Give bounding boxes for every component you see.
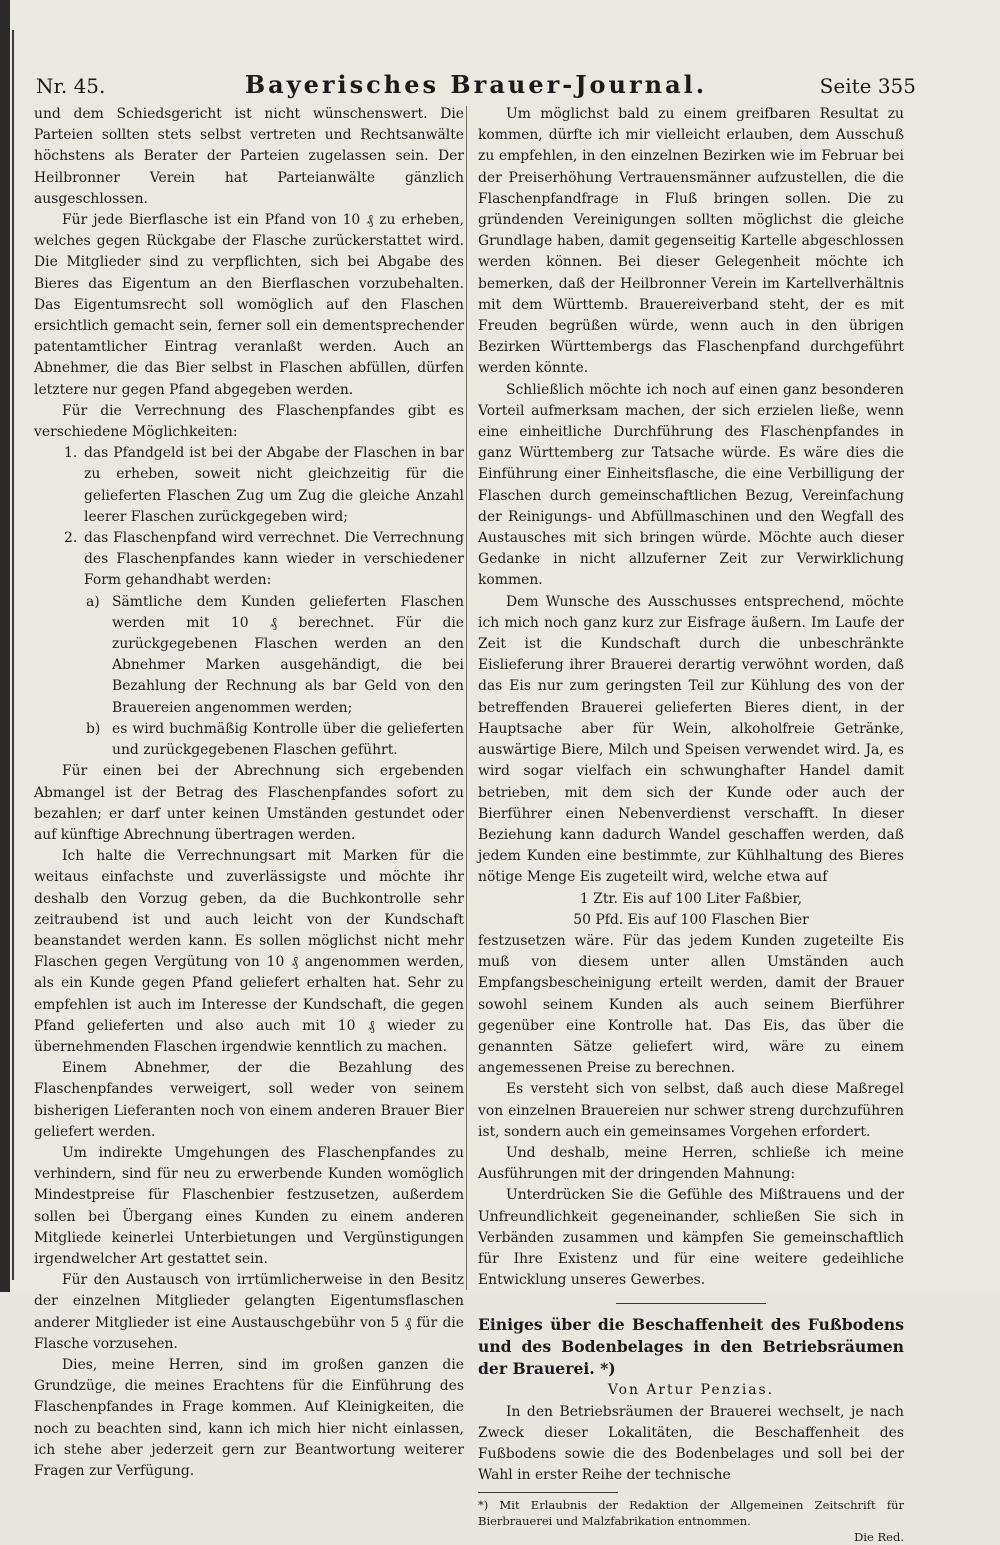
sub-list-text: Sämtliche dem Kunden gelieferten Flaschen werden mit 10 ₰ berechnet. Für die zurückgegebenen Flaschen werden an den Abnehmer Marken ausgehändigt, die bei Bezahlung der Rechnung als bar Geld von den Brauereien angenommen werden; [112,593,464,716]
paragraph: und dem Schiedsgericht ist nicht wünschenswert. Die Parteien sollten stets selbst vertreten und Rechtsanwälte höchstens als Berater der Parteien zugelassen sein. Der Heilbronner Verein hat Parteianwälte gänzlich ausgeschlossen. [34,106,464,207]
footnote-signature: Die Red. [854,1530,904,1545]
list-item [34,443,464,528]
page-number: Seite 355 [819,74,916,98]
sub-list-item [34,719,464,761]
sub-list-item [34,592,464,719]
closing-appeal: Unterdrücken Sie die Gefühle des Mißtrauens und der Unfreundlichkeit gegeneinander, schließen Sie sich in Verbänden zusammen und kämpfen Sie gemeinschaftlich für Ihre Existenz und für eine weitere gedeihliche Entwicklung unseres Gewerbes. [478,1187,904,1289]
page-binding-edge [0,0,10,1292]
ice-quota-line: 1 Ztr. Eis auf 100 Liter Faßbier, [579,890,803,907]
right-column [478,104,904,1545]
binding-rule [12,30,14,1280]
article-title: Einiges über die Beschaffenheit des Fußbodens und des Bodenbelages in den Betriebsräumen der Brauerei. *) [478,1315,904,1379]
list-text: das Pfandgeld ist bei der Abgabe der Flaschen in bar zu erheben, soweit nicht gleichzeitig für die gelieferten Flaschen Zug um Zug die gleiche Anzahl leerer Flaschen zurückgegeben wird; [84,445,464,525]
paragraph: Für den Austausch von irrtümlicherweise in den Besitz der einzelnen Mitglieder gelangten Eigentumsflaschen anderer Mitglieder ist eine Austauschgebühr von 5 ₰ für die Flasche vorzusehen. [34,1272,464,1352]
list-item [34,528,464,592]
issue-number: Nr. 45. [36,74,106,98]
sub-list-text: es wird buchmäßig Kontrolle über die gelieferten und zurückgegebenen Flaschen geführt. [112,720,464,759]
paragraph: Ich halte die Verrechnungsart mit Marken für die weitaus einfachste und zuverlässigste und möchte ihr deshalb den Vorzug geben, da die Buchkontrolle sehr zeitraubend ist und auch leicht von der Kundschaft beanstandet werden kann. Es sollen möglichst nicht mehr Flaschen gegen Vergütung von 10 ₰ angenommen werden, als ein Kunde gegen Pfand geliefert erhalten hat. Sehr zu empfehlen ist auch im Interesse der Kundschaft, die gegen Pfand gelieferten und also auch mit 10 ₰ wieder zu übernehmenden Flaschen irgendwie kenntlich zu machen. [34,848,464,1055]
paragraph: Um möglichst bald zu einem greifbaren Resultat zu kommen, dürfte ich mir vielleicht erlauben, dem Ausschuß zu empfehlen, in den einzelnen Bezirken wie im Februar bei der Preiserhöhung Vertrauensmänner aufzustellen, die die Flaschenpfandfrage in Fluß bringen sollen. Die zu gründenden Vereinigungen sollten möglichst die gleiche Grundlage haben, damit gegenseitig Kartelle abgeschlossen werden können. Bei dieser Gelegenheit möchte ich bemerken, daß der Heilbronner Verein im Kartellverhältnis mit dem Württemb. Brauereiverband steht, der es mit Freuden begrüßen würde, wenn auch in den übrigen Bezirken Württembergs das Flaschenpfand durchgeführt werden könnte. [478,106,904,377]
paragraph: Es versteht sich von selbst, daß auch diese Maßregel von einzelnen Brauereien nur schwer streng durchzuführen ist, sondern auch ein gemeinsames Vorgehen erfordert. [478,1081,904,1140]
paragraph: Und deshalb, meine Herren, schließe ich meine Ausführungen mit der dringenden Mahnung: [478,1144,904,1183]
sub-list-letter: b) [86,720,101,737]
paragraph: Um indirekte Umgehungen des Flaschenpfandes zu verhindern, sind für neu zu erwerbende Kunden womöglich Mindestpreise für Flaschenbier festzusetzen, außerdem sollen bei Übergang eines Kunden zu einem anderen Mitgliede keinerlei Unterbietungen und Vergünstigungen irgendwelcher Art gestattet sein. [34,1144,464,1267]
paragraph: Einem Abnehmer, der die Bezahlung des Flaschenpfandes verweigert, soll weder von seinem bisherigen Lieferanten noch von einem anderen Brauer Bier geliefert werden. [34,1060,464,1140]
journal-title: Bayerisches Brauer-Journal. [244,70,708,99]
left-column [34,104,464,1482]
paragraph: Für einen bei der Abrechnung sich ergebenden Abmangel ist der Betrag des Flaschenpfandes sofort zu bezahlen; er darf unter keinen Umständen gestundet oder auf künftige Abrechnung übertragen werden. [34,763,464,843]
paragraph: In den Betriebsräumen der Brauerei wechselt, je nach Zweck dieser Lokalitäten, die Beschaffenheit des Fußbodens sowie die des Bodenbelages und soll bei der Wahl in erster Reihe der technische [478,1403,904,1484]
article-divider [616,1303,766,1304]
paragraph: festzusetzen wäre. Für das jedem Kunden zugeteilte Eis muß von diesem unter allen Umständen auch Empfangsbescheinigung erteilt werden, damit der Brauer sowohl seinem Kunden als auch seinem Bierführer gegenüber eine Kontrolle hat. Das Eis, das über die genannten Sätze geliefert wird, wäre zu einem angemessenen Preise zu berechnen. [478,932,904,1077]
column-divider [466,106,467,1290]
paragraph: Schließlich möchte ich noch auf einen ganz besonderen Vorteil aufmerksam machen, der sich erzielen ließe, wenn eine einheitliche Durchführung des Flaschenpfandes in ganz Württemberg zur Tatsache würde. Es wäre dies die Einführung einer Einheitsflasche, die eine Verbilligung der Flaschen durch gemeinschaftlichen Bezug, Vereinfachung der Reinigungs- und Abfüllmaschinen und den Wegfall des Austausches mit sich bringen würde. Möchte auch dieser Gedanke in nicht allzuferner Zeit zur Verwirklichung kommen. [478,381,904,589]
paragraph: Für die Verrechnung des Flaschenpfandes gibt es verschiedene Möglichkeiten: [34,402,464,441]
sub-list-letter: a) [86,593,100,610]
list-number: 2. [64,530,78,547]
article-byline: Von Artur Penzias. [607,1382,775,1399]
paragraph: Dies, meine Herren, sind im großen ganzen die Grundzüge, die meines Erachtens für die Einführung des Flaschenpfandes in Frage kommen. Auf Kleinigkeiten, die noch zu beachten sind, kann ich mich hier nicht einlassen, ich stehe aber jederzeit gern zur Beantwortung weiterer Fragen zur Verfügung. [34,1356,464,1479]
page-header [36,68,916,104]
paragraph: Für jede Bierflasche ist ein Pfand von 10 ₰ zu erheben, welches gegen Rückgabe der Flasche zurückerstattet wird. Die Mitglieder sind zu verpflichten, sich bei Abgabe des Bieres das Eigentum an den Bierflaschen vorzubehalten. Das Eigentumsrecht soll womöglich auf den Flaschen ersichtlich gemacht sein, ferner soll ein dementsprechender patentamtlicher Eintrag veranlaßt werden. Auch an Abnehmer, die das Bier selbst in Flaschen abfüllen, dürfen letztere nur gegen Pfand abgegeben werden. [34,212,464,398]
ice-quota-line: 50 Pfd. Eis auf 100 Flaschen Bier [573,911,809,928]
list-text: das Flaschenpfand wird verrechnet. Die Verrechnung des Flaschenpfandes kann wieder in verschiedener Form gehandhabt werden: [84,530,464,589]
list-number: 1. [64,445,78,462]
paragraph: Dem Wunsche des Ausschusses entsprechend, möchte ich mich noch ganz kurz zur Eisfrage äußern. Im Laufe der Zeit ist die Kundschaft durch die unbeschränkte Eislieferung ihrer Brauerei derartig verwöhnt worden, daß das Eis nur zum geringsten Teil zur Kühlung des von der betreffenden Brauerei gelieferten Bieres dient, in der Hauptsache aber für Wein, alkoholfreie Getränke, auswärtige Biere, Milch und Speisen verwendet wird. Ja, es wird sogar vielfach ein schwunghafter Handel damit betrieben, mit dem sich der Kunde oder auch der Bierführer einen Nebenverdienst verschafft. In dieser Beziehung kann dadurch Wandel geschaffen werden, daß jedem Kunden eine bestimmte, zur Kühlhaltung des Bieres nötige Menge Eis zugeteilt wird, welche etwa auf [478,593,904,886]
footnote: *) Mit Erlaubnis der Redaktion der Allgemeinen Zeitschrift für Bierbrauerei und Malzfabrikation entnommen. [478,1498,904,1529]
footnote-divider [478,1492,618,1493]
